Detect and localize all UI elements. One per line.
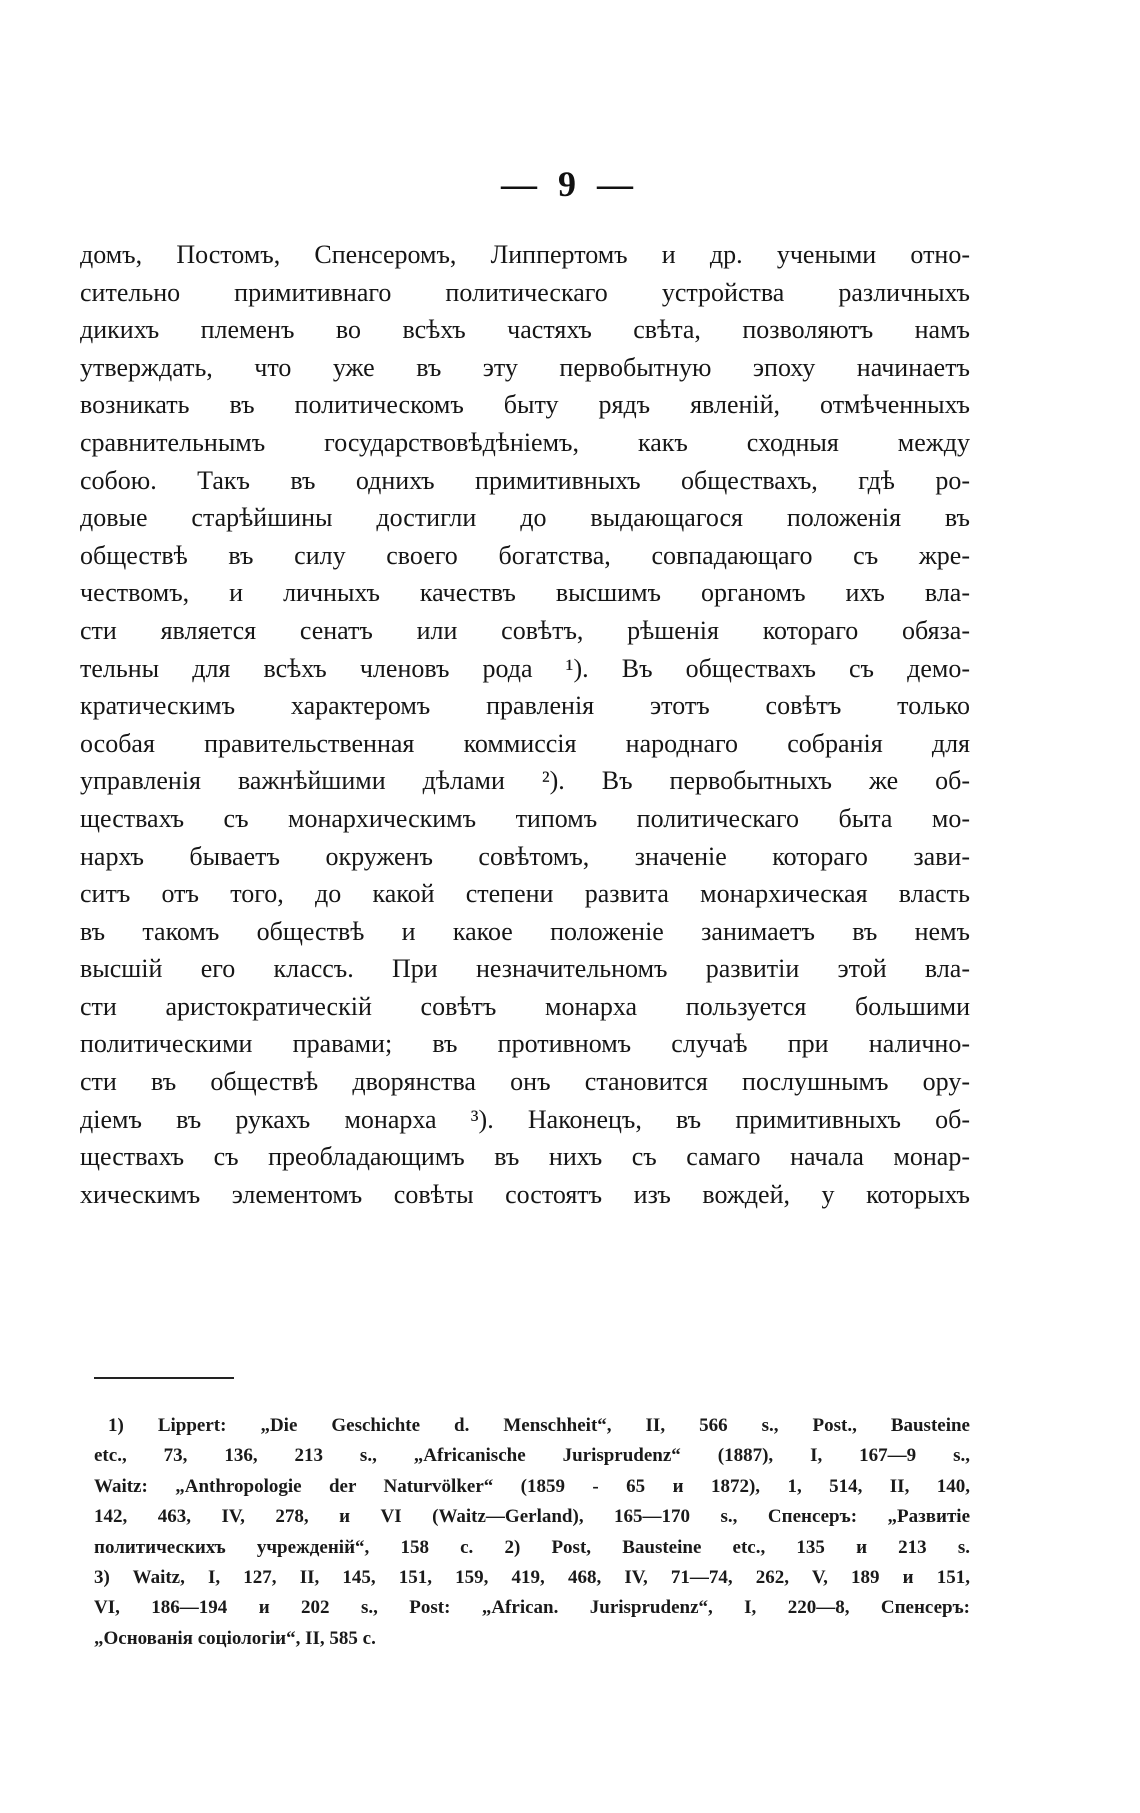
body-line: сти аристократическій совѣтъ монарха пользуется большими bbox=[80, 991, 970, 1021]
body-line: особая правительственная коммиссія народнаго собранія для bbox=[80, 728, 970, 758]
body-line: сти въ обществѣ дворянства онъ становится послушнымъ ору- bbox=[80, 1067, 970, 1097]
body-line: ситъ отъ того, до какой степени развита монархическая власть bbox=[80, 879, 970, 909]
body-line: діемъ въ рукахъ монарха ³). Наконецъ, въ примитивныхъ об- bbox=[80, 1104, 970, 1134]
footnote-line: 142, 463, IV, 278, и VI (Waitz—Gerland), 165—170 s., Спенсеръ: „Развитіе bbox=[94, 1506, 970, 1528]
body-line: сительно примитивнаго политическаго устройства различныхъ bbox=[80, 277, 970, 307]
body-line: чествомъ, и личныхъ качествъ высшимъ органомъ ихъ вла- bbox=[80, 578, 970, 608]
body-line: кратическимъ характеромъ правленія этотъ совѣтъ только bbox=[80, 691, 970, 721]
body-line: утверждать, что уже въ эту первобытную эпоху начинаетъ bbox=[80, 352, 970, 382]
body-line: сти является сенатъ или совѣтъ, рѣшенія котораго обяза- bbox=[80, 615, 970, 645]
page-number: — 9 — bbox=[501, 164, 639, 204]
footnote-line: etc., 73, 136, 213 s., „Africanische Jurisprudenz“ (1887), I, 167—9 s., bbox=[94, 1445, 970, 1467]
footnote-line: 3) Waitz, I, 127, II, 145, 151, 159, 419, 468, IV, 71—74, 262, V, 189 и 151, bbox=[94, 1566, 970, 1588]
body-line: ществахъ съ преобладающимъ въ нихъ съ самаго начала монар- bbox=[80, 1142, 970, 1172]
body-line: обществѣ въ силу своего богатства, совпадающаго съ жре- bbox=[80, 540, 970, 570]
body-line: довые старѣйшины достигли до выдающагося положенія въ bbox=[80, 503, 970, 533]
body-line: тельны для всѣхъ членовъ рода ¹). Въ обществахъ съ демо- bbox=[80, 653, 970, 683]
body-line: управленія важнѣйшими дѣлами ²). Въ первобытныхъ же об- bbox=[80, 766, 970, 796]
body-line: хическимъ элементомъ совѣты состоятъ изъ вождей, у которыхъ bbox=[80, 1179, 970, 1209]
footnote-line: Waitz: „Anthropologie der Naturvölker“ (1859 - 65 и 1872), 1, 514, II, 140, bbox=[94, 1475, 970, 1497]
footnote-separator bbox=[94, 1377, 234, 1379]
body-line: ществахъ съ монархическимъ типомъ политическаго быта мо- bbox=[80, 803, 970, 833]
body-line: собою. Такъ въ однихъ примитивныхъ обществахъ, гдѣ ро- bbox=[80, 465, 970, 495]
body-line: дикихъ племенъ во всѣхъ частяхъ свѣта, позволяютъ намъ bbox=[80, 315, 970, 345]
footnote-line: политическихъ учрежденій“, 158 с. 2) Post, Bausteine etc., 135 и 213 s. bbox=[94, 1536, 970, 1558]
footnotes bbox=[94, 1411, 970, 1654]
body-line: въ такомъ обществѣ и какое положеніе занимаетъ въ немъ bbox=[80, 916, 970, 946]
body-line: сравнительнымъ государствовѣдѣніемъ, какъ сходныя между bbox=[80, 427, 970, 457]
body-line: высшій его классъ. При незначительномъ развитіи этой вла- bbox=[80, 954, 970, 984]
body-line: нархъ бываетъ окруженъ совѣтомъ, значеніе котораго зави- bbox=[80, 841, 970, 871]
footnote-line: 1) Lippert: „Die Geschichte d. Menschheit“, II, 566 s., Post., Bausteine bbox=[108, 1415, 970, 1436]
body-text bbox=[80, 236, 970, 1213]
footnote-line: „Основанія соціологіи“, II, 585 с. bbox=[94, 1627, 376, 1649]
body-line: политическими правами; въ противномъ случаѣ при налично- bbox=[80, 1029, 970, 1059]
footnote-line: VI, 186—194 и 202 s., Post: „African. Jurisprudenz“, I, 220—8, Спенсеръ: bbox=[94, 1597, 970, 1619]
body-line: домъ, Постомъ, Спенсеромъ, Липпертомъ и др. учеными отно- bbox=[80, 240, 970, 269]
body-line: возникать въ политическомъ быту рядъ явленій, отмѣченныхъ bbox=[80, 390, 970, 420]
